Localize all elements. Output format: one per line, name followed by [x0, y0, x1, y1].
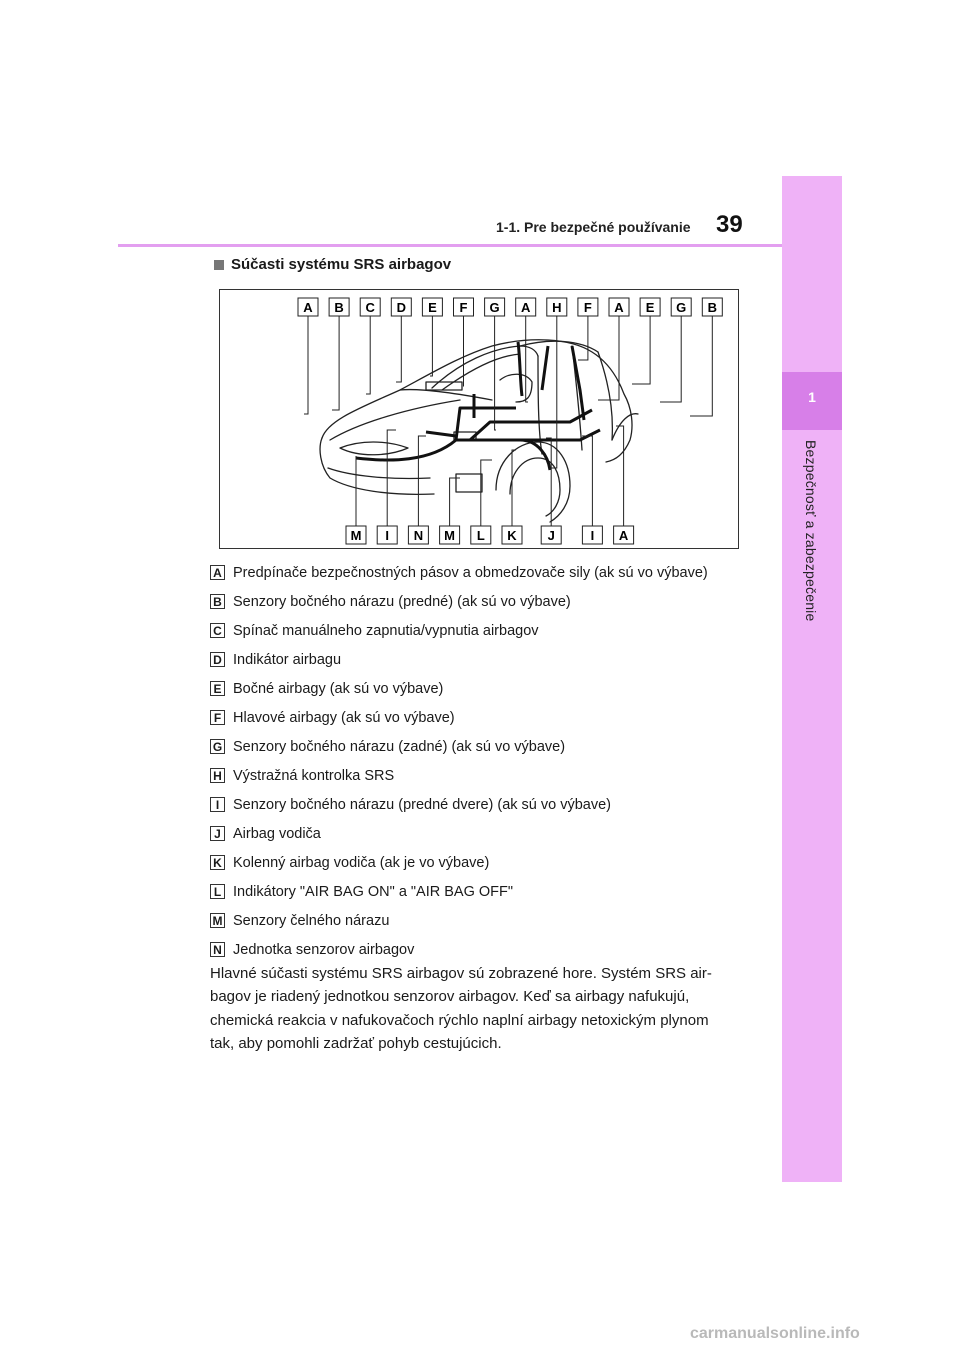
legend-item: [210, 877, 770, 906]
legend-key: I: [210, 797, 225, 812]
legend-key: A: [210, 565, 225, 580]
legend-key: B: [210, 594, 225, 609]
legend-text: Senzory bočného nárazu (zadné) (ak sú vo výbave): [233, 738, 566, 755]
legend-item: [210, 616, 770, 645]
legend-text: Indikátory "AIR BAG ON" a "AIR BAG OFF": [233, 883, 514, 900]
legend-text: Spínač manuálneho zapnutia/vypnutia airbagov: [233, 622, 539, 639]
paragraph-line: Hlavné súčasti systému SRS airbagov sú zobrazené hore. Systém SRS air-: [210, 965, 712, 982]
car-illustration: [220, 290, 740, 550]
watermark: carmanualsonline.info: [690, 1325, 860, 1342]
legend-item: [210, 935, 770, 964]
leader-line: [632, 316, 650, 384]
running-header: 1-1. Pre bezpečné používanie: [496, 219, 691, 235]
callout-label-top: B: [707, 300, 717, 315]
legend-key: N: [210, 942, 225, 957]
callout-label-top: A: [614, 300, 624, 315]
callout-label-top: C: [365, 300, 375, 315]
leader-line: [526, 316, 528, 402]
legend-text: Senzory bočného nárazu (predné) (ak sú vo výbave): [233, 593, 571, 610]
callout-label-top: F: [459, 300, 468, 315]
paragraph-line: chemická reakcia v nafukovačoch rýchlo naplní airbagy netoxickým plynom: [210, 1011, 709, 1029]
legend-text: Senzory čelného nárazu: [233, 912, 390, 929]
leader-line: [396, 316, 401, 382]
airbag-diagram: [219, 289, 739, 549]
legend-key: H: [210, 768, 225, 783]
legend-text: Výstražná kontrolka SRS: [233, 767, 395, 784]
legend-item: [210, 819, 770, 848]
leader-line: [660, 316, 681, 402]
legend-item: [210, 732, 770, 761]
leader-line: [616, 426, 624, 526]
legend-text: Bočné airbagy (ak sú vo výbave): [233, 680, 444, 697]
legend-key: L: [210, 884, 225, 899]
legend-item: [210, 674, 770, 703]
legend-key: G: [210, 739, 225, 754]
chapter-number: 1: [808, 389, 816, 405]
component-legend: [210, 558, 770, 964]
legend-key: C: [210, 623, 225, 638]
leader-line: [690, 316, 712, 416]
callout-label-bottom: A: [618, 528, 629, 543]
legend-key: M: [210, 913, 225, 928]
leader-line: [304, 316, 308, 414]
legend-text: Predpínače bezpečnostných pásov a obmedzovače sily (ak sú vo výbave): [233, 564, 708, 581]
callout-label-bottom: M: [444, 528, 456, 543]
description-paragraph: [210, 962, 760, 1056]
callout-label-top: G: [676, 300, 687, 315]
leader-line: [495, 316, 496, 430]
callout-label-bottom: J: [547, 528, 555, 543]
legend-item: [210, 848, 770, 877]
legend-key: J: [210, 826, 225, 841]
legend-key: K: [210, 855, 225, 870]
callout-label-top: G: [489, 300, 500, 315]
callout-label-top: F: [583, 300, 592, 315]
callout-label-bottom: K: [507, 528, 517, 543]
legend-item: [210, 587, 770, 616]
legend-item: [210, 790, 770, 819]
leader-line: [464, 316, 465, 386]
callout-label-top: D: [396, 300, 406, 315]
leader-line: [366, 316, 370, 394]
legend-item: [210, 558, 770, 587]
section-heading-text: Súčasti systému SRS airbagov: [231, 256, 452, 273]
leader-line: [332, 316, 339, 410]
legend-text: Senzory bočného nárazu (predné dvere) (ak sú vo výbave): [233, 796, 612, 813]
callout-label-top: A: [303, 300, 313, 315]
leader-line: [450, 478, 460, 526]
legend-item: [210, 761, 770, 790]
chapter-title: Bezpečnosť a zabezpečenie: [803, 440, 819, 622]
callout-label-top: E: [645, 300, 655, 315]
callout-label-bottom: I: [590, 528, 595, 543]
page-number: 39: [716, 211, 743, 238]
callout-label-bottom: M: [350, 528, 362, 543]
header-rule: [118, 244, 782, 247]
legend-text: Airbag vodiča: [233, 825, 321, 842]
section-heading: [214, 256, 451, 273]
callout-label-top: B: [334, 300, 344, 315]
legend-text: Hlavové airbagy (ak sú vo výbave): [233, 709, 455, 726]
leader-line: [418, 436, 426, 526]
callout-label-bottom: L: [476, 528, 485, 543]
legend-item: [210, 906, 770, 935]
leader-line: [578, 316, 588, 360]
square-bullet-icon: [214, 260, 224, 270]
leader-line: [512, 450, 516, 526]
legend-key: E: [210, 681, 225, 696]
callout-label-top: E: [428, 300, 437, 315]
legend-text: Jednotka senzorov airbagov: [233, 941, 415, 958]
callout-label-top: A: [521, 300, 531, 315]
paragraph-line: bagov je riadený jednotkou senzorov airbagov. Keď sa airbagy nafukujú,: [210, 988, 690, 1006]
legend-item: [210, 703, 770, 732]
callout-label-bottom: I: [385, 528, 390, 543]
leader-line: [430, 316, 432, 376]
paragraph-line: tak, aby pomohli zadržať pohyb cestujúcich.: [210, 1035, 502, 1053]
leader-line: [582, 436, 592, 526]
legend-key: F: [210, 710, 225, 725]
legend-key: D: [210, 652, 225, 667]
callout-label-top: H: [552, 300, 562, 315]
legend-item: [210, 645, 770, 674]
leader-line: [481, 460, 492, 526]
legend-text: Kolenný airbag vodiča (ak je vo výbave): [233, 854, 490, 871]
callout-label-bottom: N: [413, 528, 424, 543]
legend-text: Indikátor airbagu: [233, 651, 342, 668]
chapter-side-tab: [782, 176, 842, 1182]
